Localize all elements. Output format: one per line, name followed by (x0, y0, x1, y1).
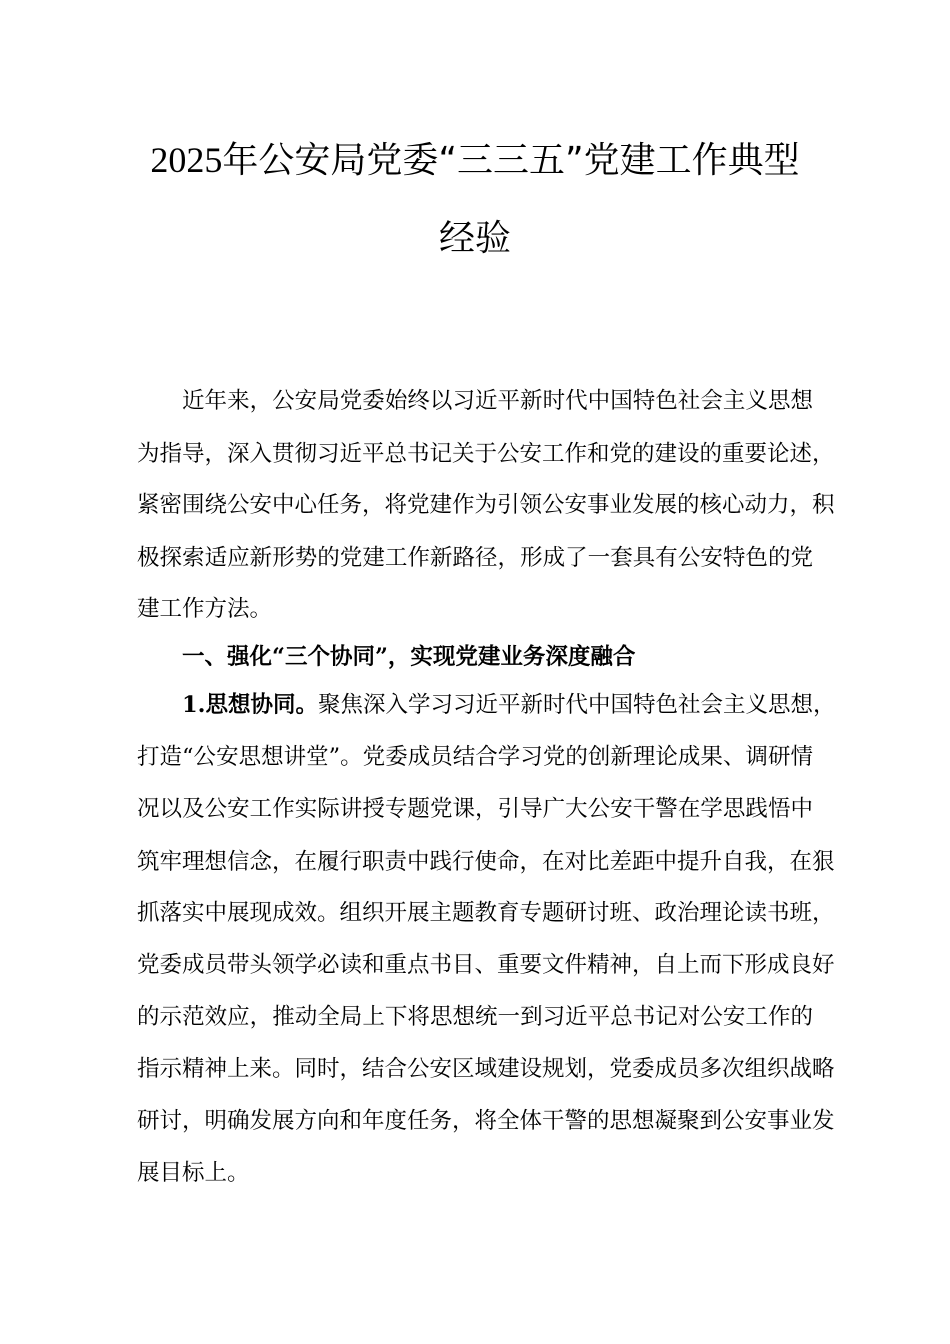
item-line: 况以及公安工作实际讲授专题党课，引导广大公安干警在学思践悟中 (137, 796, 813, 822)
item-text: 聚焦深入学习习近平新时代中国特色社会主义思想， (318, 692, 836, 718)
document-title-line-2: 经验 (438, 218, 511, 259)
section-heading: 一、强化“三个协同”，实现党建业务深度融合 (182, 644, 636, 670)
item-line: 打造“公安思想讲堂”。党委成员结合学习党的创新理论成果、调研情 (137, 744, 813, 770)
item-line: 的示范效应，推动全局上下将思想统一到习近平总书记对公安工作的 (137, 1004, 813, 1030)
item-line: 研讨，明确发展方向和年度任务，将全体干警的思想凝聚到公安事业发 (137, 1108, 835, 1134)
item-line: 抓落实中展现成效。组织开展主题教育专题研讨班、政治理论读书班， (137, 900, 835, 926)
title-text: 年公安局党委“三三五”党建工作典型 (222, 140, 800, 181)
title-year: 2025 (150, 140, 223, 180)
intro-line: 建工作方法。 (137, 596, 273, 622)
item-line: 筑牢理想信念，在履行职责中践行使命，在对比差距中提升自我，在狠 (137, 849, 835, 875)
intro-line: 极探索适应新形势的党建工作新路径，形成了一套具有公安特色的党 (137, 545, 813, 571)
item-label: 1.思想协同。 (182, 692, 318, 718)
item-first-line (182, 688, 836, 722)
item-line: 展目标上。 (137, 1160, 250, 1186)
intro-line: 紧密围绕公安中心任务，将党建作为引领公安事业发展的核心动力，积 (137, 492, 835, 518)
item-line: 指示精神上来。同时，结合公安区域建设规划，党委成员多次组织战略 (137, 1056, 835, 1082)
document-title-line-1 (0, 132, 950, 183)
intro-line: 为指导，深入贯彻习近平总书记关于公安工作和党的建设的重要论述， (137, 441, 835, 467)
item-line: 党委成员带头领学必读和重点书目、重要文件精神，自上而下形成良好 (137, 952, 835, 978)
intro-line: 近年来，公安局党委始终以习近平新时代中国特色社会主义思想 (182, 388, 813, 414)
